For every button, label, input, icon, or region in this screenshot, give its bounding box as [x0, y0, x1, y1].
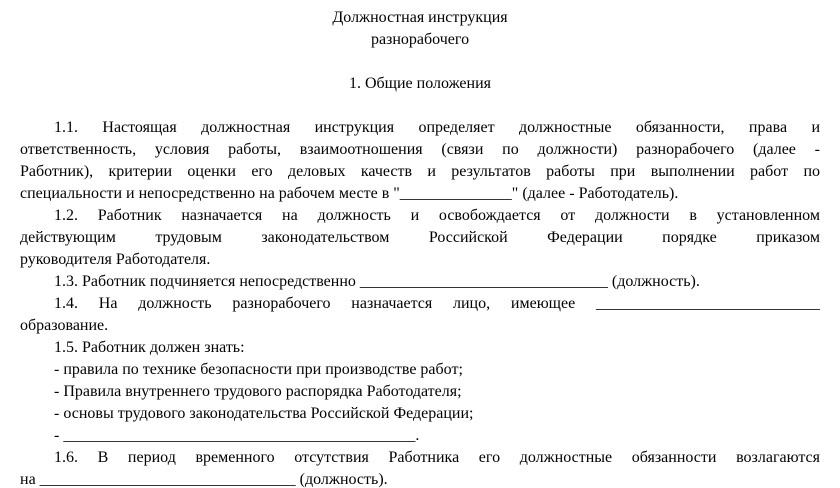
text-line: действующим трудовым законодательством Российской Федерации порядке приказом [20, 229, 820, 246]
blank-line [20, 51, 820, 73]
list-item-know-3 [20, 403, 820, 425]
text-line: - правила по технике безопасности при производстве работ; [54, 361, 463, 378]
text-line: специальности и непосредственно на рабочем месте в "______________" (далее - Работодатель). [20, 185, 679, 202]
paragraph-1-1 [20, 117, 820, 205]
list-item-know-2 [20, 381, 820, 403]
paragraph-1-4 [20, 293, 820, 337]
text-line: руководителя Работодателя. [20, 251, 211, 268]
text-line: - ____________________________________________. [54, 427, 420, 444]
text-line: образование. [20, 317, 109, 334]
text-line: Работник), критерии оценки его деловых качеств и результатов работы при выполнении работ по [20, 163, 820, 180]
text-line: 1.5. Работник должен знать: [54, 339, 245, 356]
text-line: 1.2. Работник назначается на должность и освобождается от должности в установленном [54, 207, 820, 224]
blank-line [20, 95, 820, 117]
text-line: - основы трудового законодательства Российской Федерации; [54, 405, 474, 422]
document-title [20, 7, 820, 51]
text-line: на ________________________________ (должность). [20, 471, 388, 488]
paragraph-1-6 [20, 447, 820, 488]
text-line: 1.3. Работник подчиняется непосредственно _______________________________ (должность). [54, 273, 700, 290]
list-item-know-4-blank [20, 425, 820, 447]
text-line: 1.4. На должность разнорабочего назначается лицо, имеющее ____________________________ [54, 295, 820, 312]
paragraph-1-2 [20, 205, 820, 271]
list-item-know-1 [20, 359, 820, 381]
text-line: - Правила внутреннего трудового распорядка Работодателя; [54, 383, 462, 400]
document-title-line-2: разнорабочего [370, 31, 470, 48]
paragraph-1-5 [20, 337, 820, 359]
document-title-line-1: Должностная инструкция [332, 9, 508, 26]
text-line: 1.6. В период временного отсутствия Работника его должностные обязанности возлагаются [54, 449, 820, 466]
paragraph-1-3 [20, 271, 820, 293]
text-line: ответственность, условия работы, взаимоотношения (связи по должности) разнорабочего (далее - [20, 141, 820, 158]
section-heading: 1. Общие положения [348, 75, 492, 92]
text-line: 1.1. Настоящая должностная инструкция определяет должностные обязанности, права и [54, 119, 820, 136]
